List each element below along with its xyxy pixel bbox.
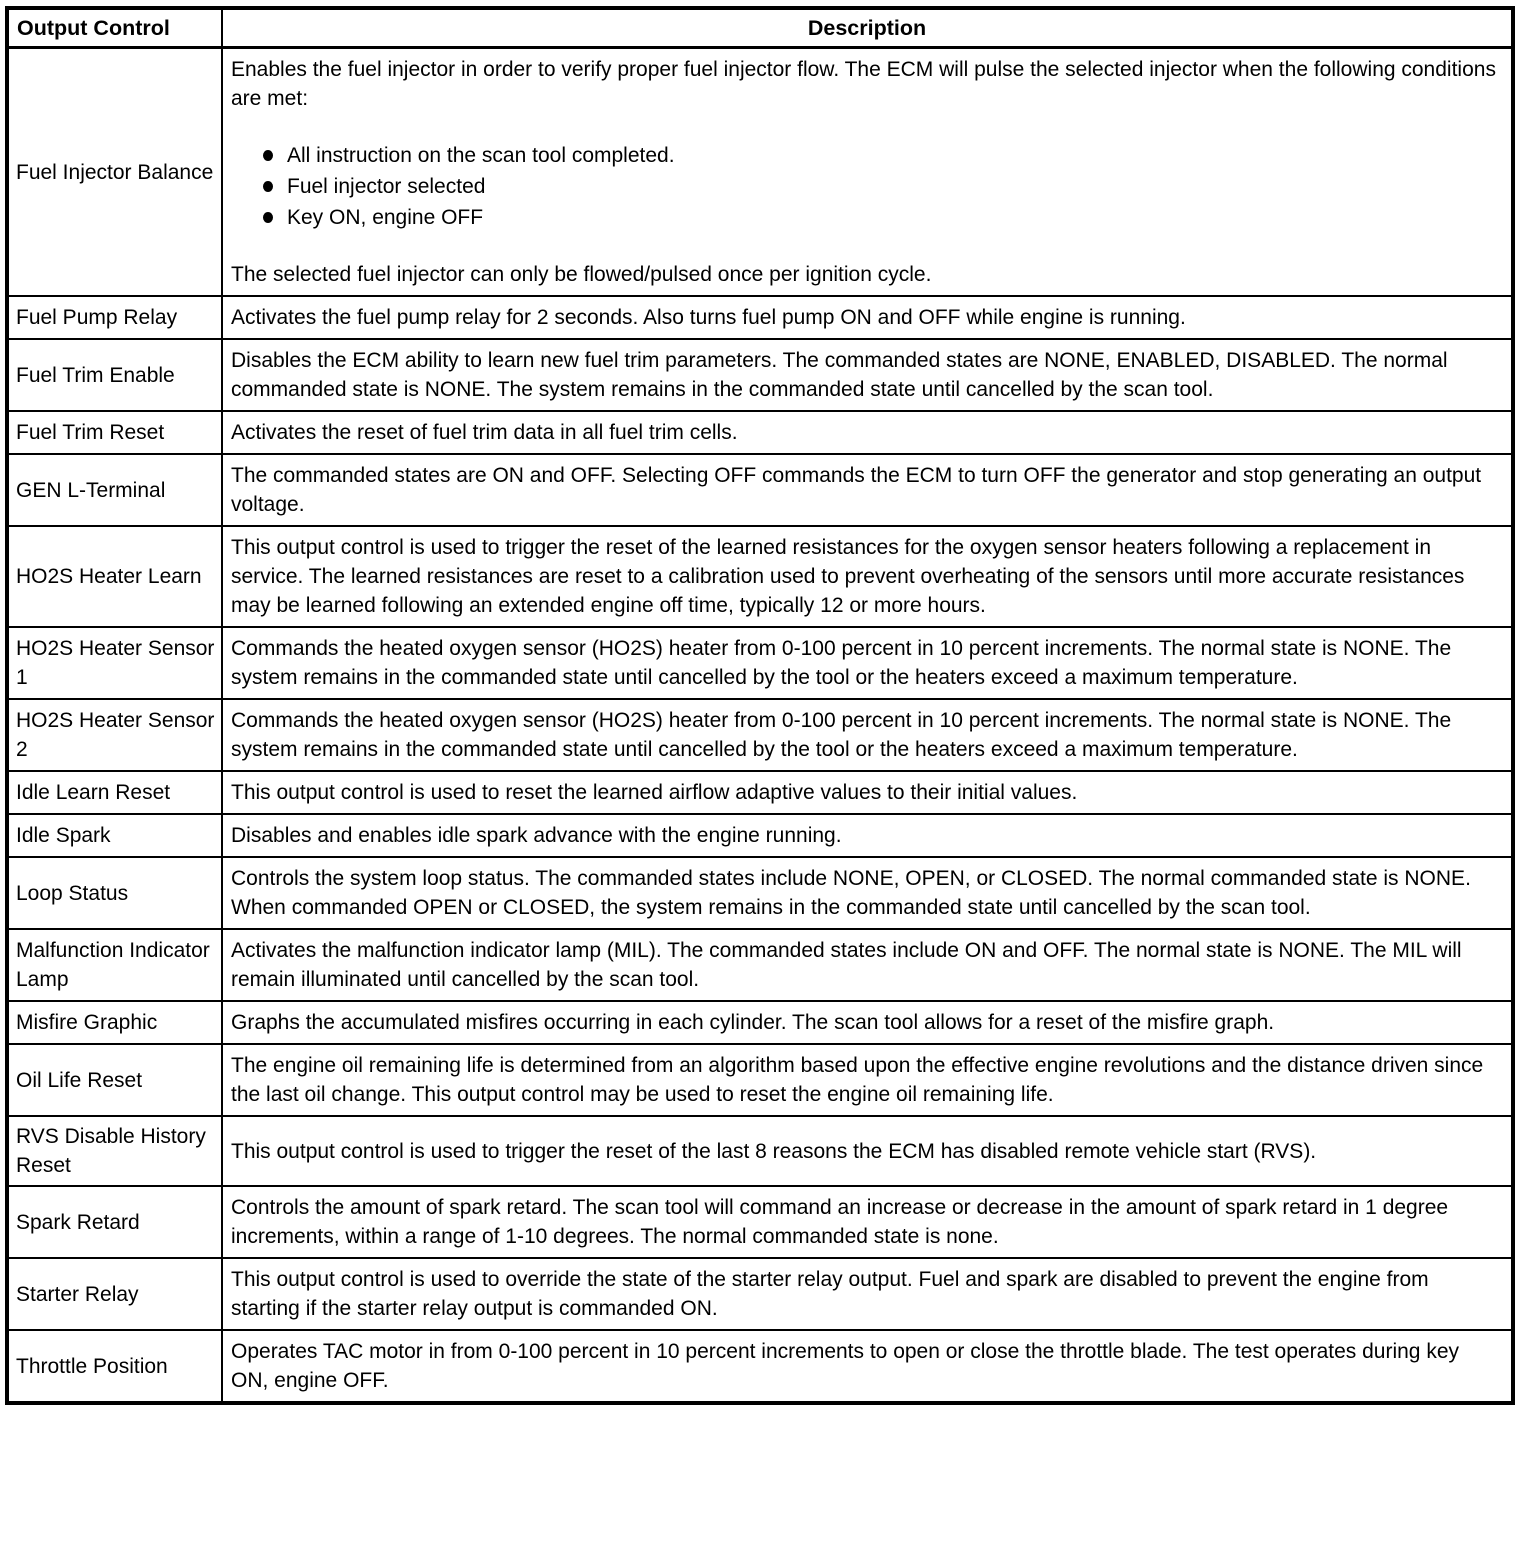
output-control-cell: Spark Retard (7, 1186, 222, 1258)
table-row (7, 1116, 1513, 1186)
description-cell (222, 48, 1513, 297)
column-header-description: Description (222, 8, 1513, 48)
output-control-cell: Malfunction Indicator Lamp (7, 929, 222, 1001)
output-control-cell: HO2S Heater Sensor 2 (7, 699, 222, 771)
table-row (7, 1001, 1513, 1044)
description-paragraph: Activates the malfunction indicator lamp (MIL). The commanded states include ON and OFF. The normal state is NONE. The MIL will remain illuminated until cancelled by the scan tool. (231, 939, 1462, 991)
table-row (7, 1044, 1513, 1116)
description-cell (222, 627, 1513, 699)
table-row (7, 339, 1513, 411)
condition-bullet-item (261, 171, 1501, 202)
description-paragraph: The selected fuel injector can only be flowed/pulsed once per ignition cycle. (231, 263, 932, 286)
description-paragraph: The engine oil remaining life is determined from an algorithm based upon the effective engine revolutions and the distance driven since the last oil change. This output control may be used to reset the engine oil remaining life. (231, 1054, 1484, 1106)
description-paragraph: Disables and enables idle spark advance with the engine running. (231, 824, 842, 847)
description-paragraph: This output control is used to trigger the reset of the learned resistances for the oxygen sensor heaters following a replacement in service. The learned resistances are reset to a calibration used to prevent overheating of the sensors until more accurate resistances may be learned following an extended engine off time, typically 12 or more hours. (231, 536, 1465, 617)
table-body (7, 48, 1513, 1404)
table-row (7, 48, 1513, 297)
table-row (7, 1258, 1513, 1330)
header-row (7, 8, 1513, 48)
table-row (7, 627, 1513, 699)
output-control-cell: Idle Spark (7, 814, 222, 857)
column-header-output-control: Output Control (7, 8, 222, 48)
output-control-cell: Fuel Injector Balance (7, 48, 222, 297)
description-cell (222, 1258, 1513, 1330)
description-cell (222, 1330, 1513, 1403)
description-paragraph: Graphs the accumulated misfires occurring in each cylinder. The scan tool allows for a reset of the misfire graph. (231, 1011, 1275, 1034)
condition-bullet-item (261, 140, 1501, 171)
description-paragraph: Commands the heated oxygen sensor (HO2S) heater from 0-100 percent in 10 percent increments. The normal state is NONE. The system remains in the commanded state until cancelled by the tool or the heaters exceed a maximum temperature. (231, 709, 1452, 761)
description-paragraph: This output control is used to override the state of the starter relay output. Fuel and spark are disabled to prevent the engine from starting if the starter relay output is commanded ON. (231, 1268, 1429, 1320)
bullet-item-label: Key ON, engine OFF (287, 206, 484, 229)
table-header (7, 8, 1513, 48)
description-cell (222, 411, 1513, 454)
table-row (7, 929, 1513, 1001)
table-row (7, 1330, 1513, 1403)
description-cell (222, 771, 1513, 814)
table-row (7, 814, 1513, 857)
description-paragraph: The commanded states are ON and OFF. Selecting OFF commands the ECM to turn OFF the generator and stop generating an output voltage. (231, 464, 1482, 516)
table-row (7, 771, 1513, 814)
description-cell (222, 1044, 1513, 1116)
table-row (7, 411, 1513, 454)
output-control-cell: GEN L-Terminal (7, 454, 222, 526)
output-controls-table (5, 6, 1515, 1405)
description-cell (222, 1116, 1513, 1186)
description-paragraph: Activates the fuel pump relay for 2 seconds. Also turns fuel pump ON and OFF while engine is running. (231, 306, 1186, 329)
description-paragraph: Controls the system loop status. The commanded states include NONE, OPEN, or CLOSED. The normal commanded state is NONE. When commanded OPEN or CLOSED, the system remains in the commanded state until cancelled by the scan tool. (231, 867, 1471, 919)
output-control-cell: Throttle Position (7, 1330, 222, 1403)
description-cell (222, 857, 1513, 929)
description-paragraph: This output control is used to reset the learned airflow adaptive values to their initial values. (231, 781, 1078, 804)
description-paragraph: Controls the amount of spark retard. The scan tool will command an increase or decrease in the amount of spark retard in 1 degree increments, within a range of 1-10 degrees. The normal commanded state is none. (231, 1196, 1449, 1248)
table-row (7, 296, 1513, 339)
output-control-cell: HO2S Heater Sensor 1 (7, 627, 222, 699)
description-cell (222, 526, 1513, 627)
description-cell (222, 1186, 1513, 1258)
bullet-item-label: Fuel injector selected (287, 175, 486, 198)
bullet-icon (263, 150, 273, 161)
table-row (7, 1186, 1513, 1258)
output-control-cell: Fuel Trim Reset (7, 411, 222, 454)
description-paragraph: Commands the heated oxygen sensor (HO2S) heater from 0-100 percent in 10 percent increments. The normal state is NONE. The system remains in the commanded state until cancelled by the tool or the heaters exceed a maximum temperature. (231, 637, 1452, 689)
bullet-icon (263, 212, 273, 223)
condition-bullet-item (261, 202, 1501, 233)
description-cell (222, 814, 1513, 857)
description-cell (222, 1001, 1513, 1044)
output-control-cell: Idle Learn Reset (7, 771, 222, 814)
description-cell (222, 699, 1513, 771)
output-control-cell: Fuel Pump Relay (7, 296, 222, 339)
output-control-cell: Misfire Graphic (7, 1001, 222, 1044)
output-control-cell: RVS Disable History Reset (7, 1116, 222, 1186)
description-paragraph: Operates TAC motor in from 0-100 percent in 10 percent increments to open or close the throttle blade. The test operates during key ON, engine OFF. (231, 1340, 1459, 1392)
output-control-cell: Loop Status (7, 857, 222, 929)
description-paragraph: This output control is used to trigger the reset of the last 8 reasons the ECM has disabled remote vehicle start (RVS). (231, 1139, 1317, 1163)
description-paragraph: Disables the ECM ability to learn new fuel trim parameters. The commanded states are NONE, ENABLED, DISABLED. The normal commanded state is NONE. The system remains in the commanded state until cancelled by the scan tool. (231, 349, 1448, 401)
description-cell (222, 296, 1513, 339)
description-cell (222, 339, 1513, 411)
output-control-cell: Oil Life Reset (7, 1044, 222, 1116)
table-row (7, 454, 1513, 526)
table-row (7, 526, 1513, 627)
output-control-cell: HO2S Heater Learn (7, 526, 222, 627)
description-cell (222, 929, 1513, 1001)
output-control-cell: Starter Relay (7, 1258, 222, 1330)
description-paragraph: Activates the reset of fuel trim data in all fuel trim cells. (231, 421, 738, 444)
bullet-icon (263, 181, 273, 192)
table-row (7, 699, 1513, 771)
output-control-cell: Fuel Trim Enable (7, 339, 222, 411)
description-paragraph: Enables the fuel injector in order to verify proper fuel injector flow. The ECM will pulse the selected injector when the following conditions are met: (231, 58, 1496, 110)
description-cell (222, 454, 1513, 526)
table-row (7, 857, 1513, 929)
condition-bullet-list (231, 140, 1501, 233)
bullet-item-label: All instruction on the scan tool completed. (287, 144, 675, 167)
